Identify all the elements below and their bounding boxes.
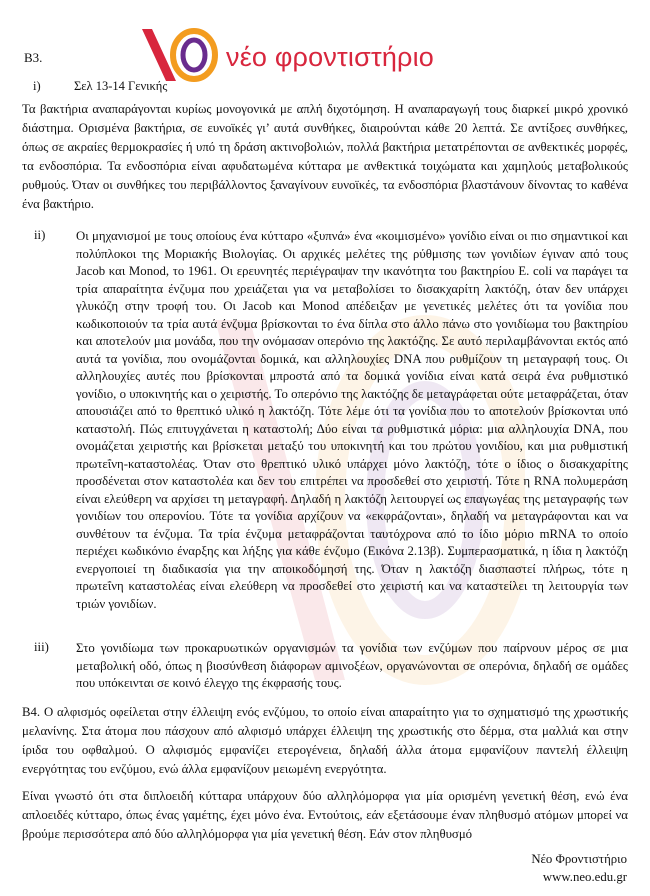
footer — [531, 850, 627, 886]
paragraph-alleles: Είναι γνωστό ότι στα διπλοειδή κύτταρα υπάρχουν δύο αλληλόμορφα για μία ορισμένη γενετική θέση, ενώ ένα απλοειδές κύτταρο, όπως ένας γαμέτης, έχει μόνο ένα. Εντούτοις, εάν εξετάσουμε έναν πληθυσμό ατόμων μπορεί να βρούμε περισσότερα από δύο αλληλόμορφα για μία γενετική θέση. Εάν στον πληθυσμό — [22, 789, 628, 841]
item-iii-text: Στο γονιδίωμα των προκαρυωτικών οργανισμών τα γονίδια των ενζύμων που παίρνουν μέρος σε μια μεταβολική οδό, όπως η βιοσύνθεση διάφορων αμινοξέων, οργανώνονται σε οπερόνια, δηλαδή σε ομάδες που υπόκεινται σε κοινό έλεγχο της έκφρασής τους. — [76, 641, 628, 690]
logo-text: νέο φροντιστήριο — [226, 42, 435, 72]
footer-name: Νέο Φροντιστήριο — [531, 852, 627, 866]
item-i-number: i) — [33, 79, 41, 93]
item-iii-number: iii) — [34, 640, 49, 654]
item-ii-number: ii) — [34, 228, 46, 242]
section-label: B3. — [24, 50, 43, 65]
item-ii-text: Οι μηχανισμοί με τους οποίους ένα κύτταρο «ξυπνά» ένα «κοιμισμένο» γονίδιο είναι οι πιο σημαντικοί και πολύπλοκοι της Μοριακής Βιολογίας. Οι αρχικές μελέτες της ρύθμισης των γονιδίων έγιναν από τους Jacob και Monod, το 1961. Οι ερευνητές περιέγραψαν την ικανότητα του βακτηρίου E. coli να παράγει τα τρία απαραίτητα ένζυμα που χρειάζεται για να μεταβολίσει το δισακχαρίτη λακτόζη, όταν δεν υπάρχει γλυκόζη στην τροφή του. Οι Jacob και Monod απέδειξαν με γενετικές μελέτες ότι τα γονίδια που κωδικοποιούν τα τρία αυτά ένζυμα βρίσκονται το ένα δίπλα στο άλλο πάνω στο γονιδίωμα του βακτηρίου και αποτελούν μια μονάδα, που την ονόμασαν οπερόνιο της λακτόζης. Σε αυτό περιλαμβάνονται εκτός από αυτά τα γονίδια, που ονομάζονται δομικά, και αλληλουχίες DNA που ρυθμίζουν τη μεταγραφή τους. Οι αλληλουχίες αυτές που βρίσκονται μπροστά από τα δομικά γονίδια είναι κατά σειρά ένα ρυθμιστικό γονίδιο, ο υποκινητής και ο χειριστής. Το οπερόνιο της λακτόζης δε μεταγράφεται ούτε μεταφράζεται, όταν απουσιάζει από το θρεπτικό υλικό η λακτόζη. Τότε λέμε ότι τα γονίδια που το αποτελούν βρίσκονται υπό καταστολή. Πώς επιτυγχάνεται η καταστολή; Δύο είναι τα ρυθμιστικά μόρια: μια αλληλουχία DNA, που ονομάζεται χειριστής και βρίσκεται μεταξύ του υποκινητή και του πρώτου γονιδίου, και μια ρυθμιστική πρωτεΐνη-καταστολέας. Όταν στο θρεπτικό υλικό υπάρχει μόνο λακτόζη, τότε ο ίδιος ο δισακχαρίτης προσδένεται στον καταστολέα και δεν του επιτρέπει να προσδεθεί στο χειριστή. Τότε η RNA πολυμεράση είναι ελεύθερη να αρχίσει τη μεταγραφή. Δηλαδή η λακτόζη λειτουργεί ως επαγωγέας της μεταγραφής των γονιδίων του οπερονίου. Τότε τα γονίδια αρχίζουν να «εκφράζονται», δηλαδή να μεταγράφονται και να συνθέτουν τα ένζυμα. Τα τρία ένζυμα μεταφράζονται ταυτόχρονα από το ίδιο μόριο mRNA το οποίο περιέχει κωδικόνιο έναρξης και λήξης για κάθε ένζυμο (Εικόνα 2.13β). Συμπερασματικά, η ίδια η λακτόζη ενεργοποιεί τη διαδικασία για την αποικοδόμησή της. Όταν η λακτόζη διασπαστεί πλήρως, τότε η πρωτεΐνη καταστολέας είναι ελεύθερη να προσδεθεί στο χειριστή και να καταστείλει τη λειτουργία των τριών γονιδίων. — [76, 229, 628, 611]
item-i-heading — [33, 79, 167, 94]
paragraph-bacteria: Τα βακτήρια αναπαράγονται κυρίως μονογονικά με απλή διχοτόμηση. Η αναπαραγωγή τους διαρκεί μικρό χρονικό διάστημα. Ορισμένα βακτήρια, σε ευνοϊκές γι’ αυτά συνθήκες, διαιρούνται κάθε 20 λεπτά. Σε αντίξοες συνθήκες, όπως σε ακραίες θερμοκρασίες ή υπό τη δράση ακτινοβολιών, πολλά βακτήρια μετατρέπονται σε ανθεκτικές μορφές, τα ενδοσπόρια. Τα ενδοσπόρια είναι αφυδατωμένα κύτταρα με ανθεκτικά τοιχώματα και χαμηλούς μεταβολικούς ρυθμούς. Όταν οι συνθήκες του περιβάλλοντος ξαναγίνουν ευνοϊκές, τα ενδοσπόρια βλαστάνουν δίνοντας το καθένα ένα βακτήριο. — [22, 102, 628, 211]
paragraph-b4: Β4. Ο αλφισμός οφείλεται στην έλλειψη ενός ενζύμου, το οποίο είναι απαραίτητο για το σχηματισμό της χρωστικής μελανίνης. Στα άτομα που πάσχουν από αλφισμό υπάρχει έλλειψη της χρωστικής στο δέρμα, στα μαλλιά και στην ίριδα του οφθαλμού. Ο αλφισμός εμφανίζει ετερογένεια, δηλαδή άλλα άτομα εμφανίζουν παντελή έλλειψη ενεργότητας του ενζύμου, ενώ άλλα εμφανίζουν μειωμένη ενεργότητα. — [22, 705, 628, 776]
footer-website[interactable]: www.neo.edu.gr — [542, 870, 627, 884]
item-i-title: Σελ 13-14 Γενικής — [74, 79, 168, 93]
